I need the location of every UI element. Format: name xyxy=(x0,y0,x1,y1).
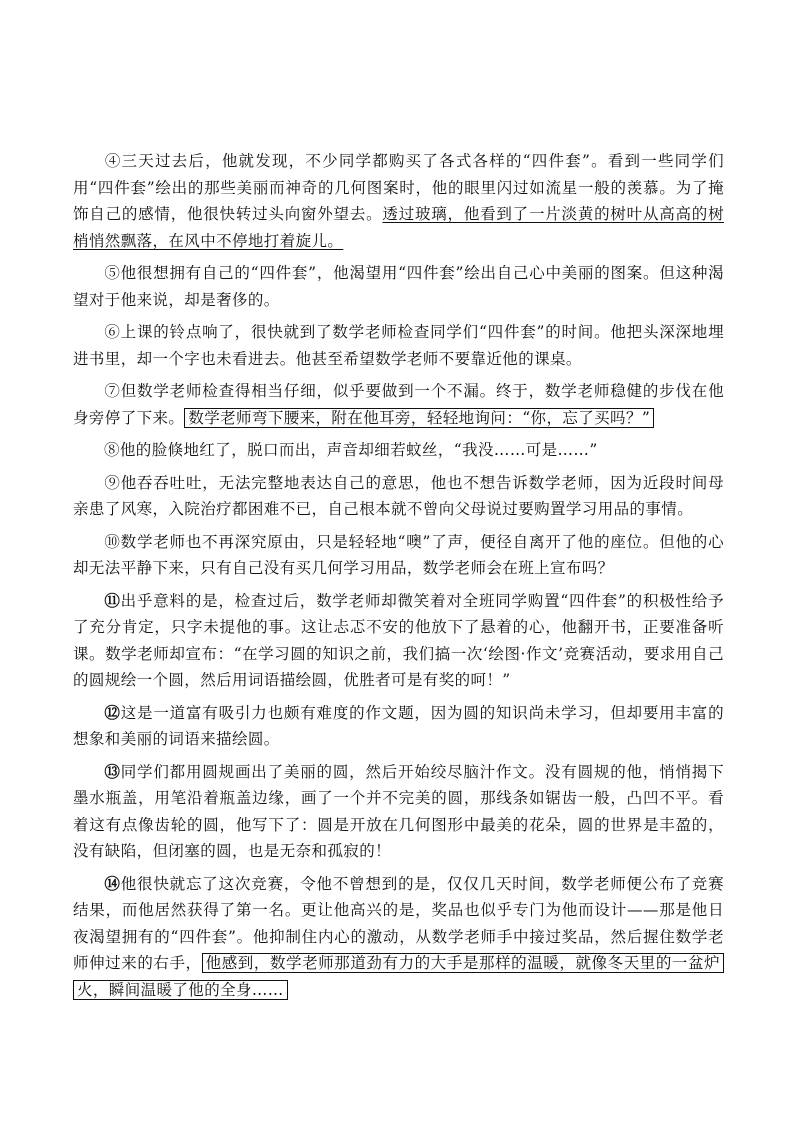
paragraph-text: 上课的铃点响了，很快就到了数学老师检查同学们“四件套”的时间。他把头深深地埋进书里，却一个字也未看进去。他甚至希望数学老师不要靠近他的课桌。 xyxy=(73,323,724,368)
paragraph-text: 他很想拥有自己的“四件套”，他渴望用“四件套”绘出自己心中美丽的图案。但这种渴望对于他来说，却是奢侈的。 xyxy=(73,264,724,309)
paragraph-text: 这是一道富有吸引力也颇有难度的作文题，因为圆的知识尚未学习，但却要用丰富的想象和美丽的词语来描绘圆。 xyxy=(73,703,724,748)
paragraph-text: 三天过去后，他就发现，不少同学都购买了各式各样的“四件套”。看到一些同学们用“四件套”绘出的那些美丽而神奇的几何图案时，他的眼里闪过如流星一般的羡慕。为了掩饰自己的感情，他很快转过头向窗外望去。 xyxy=(73,152,724,223)
paragraph xyxy=(73,700,724,753)
paragraph xyxy=(73,529,724,582)
paragraph-text: 同学们都用圆规画出了美丽的圆，然后开始绞尽脑汁作文。没有圆规的他，悄悄揭下墨水瓶盖，用笔沿着瓶盖边缘，画了一个并不完美的圆，那线条如锯齿一般，凸凹不平。看着这有点像齿轮的圆，他写下了：圆是开放在几何图形中最美的花朵，圆的世界是丰盈的，没有缺陷，但闭塞的圆，也是无奈和孤寂的！ xyxy=(73,762,724,860)
paragraph xyxy=(73,759,724,865)
paragraph-text: 他的脸倏地红了，脱口而出，声音却细若蚊丝，“我没……可是……” xyxy=(119,441,598,459)
paragraph-number: ⑭ xyxy=(104,873,121,893)
paragraph-text: 但数学老师检查得相当仔细，似乎要做到一个不漏。终于，数学老师稳健的步伐在他身旁停了下来。 xyxy=(73,382,724,427)
paragraph xyxy=(73,871,724,1004)
paragraph xyxy=(73,470,724,523)
paragraph-text: 他吞吞吐吐，无法完整地表达自己的意思，他也不想告诉数学老师，因为近段时间母亲患了风寒，入院治疗都困难不已，自己根本就不曾向父母说过要购置学习用品的事情。 xyxy=(73,473,724,518)
paragraph-text: 数学老师也不再深究原由，只是轻轻地“噢”了声，便径自离开了他的座位。但他的心却无法平静下来，只有自己没有买几何学习用品，数学老师会在班上宣布吗？ xyxy=(73,532,724,577)
paragraph xyxy=(73,378,724,431)
underlined-sentence: 透过玻璃，他看到了一片淡黄的树叶从高高的树梢悄然飘落，在风中不停地打着旋儿。 xyxy=(73,205,724,250)
paragraph-number: ⑬ xyxy=(104,761,121,781)
boxed-sentence: 他感到，数学老师那道劲有力的大手是那样的温暖，就像冬天里的一盆炉火，瞬间温暖了他的全身…… xyxy=(73,953,724,1000)
paragraph-text: 出乎意料的是，检查过后，数学老师却微笑着对全班同学购置“四件套”的积极性给予了充分肯定，只字未提他的事。这让忐忑不安的他放下了悬着的心，他翻开书，正要准备听课。数学老师却宣布：“在学习圆的知识之前，我们搞一次‘绘图·作文’竞赛活动，要求用自己的圆规绘一个圆，然后用词语描绘圆，优胜者可是有奖的呵！” xyxy=(73,591,724,689)
paragraph xyxy=(73,588,724,694)
paragraph-number: ⑩ xyxy=(104,532,121,551)
paragraph-number: ⑦ xyxy=(104,382,121,400)
paragraph-number: ④ xyxy=(104,152,122,170)
paragraph-text: 他很快就忘了这次竞赛，令他不曾想到的是，仅仅几天时间，数学老师便公布了竞赛结果，而他居然获得了第一名。更让他高兴的是，奖品也似乎专门为他而设计——那是他日夜渴望拥有的“四件套”。他抑制住内心的激动，从数学老师手中接过奖品，然后握住数学老师伸过来的右手， xyxy=(73,874,724,972)
paragraph xyxy=(73,148,724,254)
boxed-sentence: 数学老师弯下腰来，附在他耳旁，轻轻地询问：“你，忘了买吗？” xyxy=(184,408,654,428)
paragraph-number: ⑫ xyxy=(104,702,121,722)
paragraph xyxy=(73,437,724,464)
paragraph-number: ⑨ xyxy=(104,473,121,492)
document-body xyxy=(73,148,724,1009)
paragraph-number: ⑧ xyxy=(104,441,120,459)
paragraph xyxy=(73,319,724,372)
paragraph-number: ⑪ xyxy=(104,590,121,610)
paragraph-number: ⑤ xyxy=(104,264,121,282)
paragraph xyxy=(73,260,724,313)
paragraph-number: ⑥ xyxy=(104,323,121,341)
